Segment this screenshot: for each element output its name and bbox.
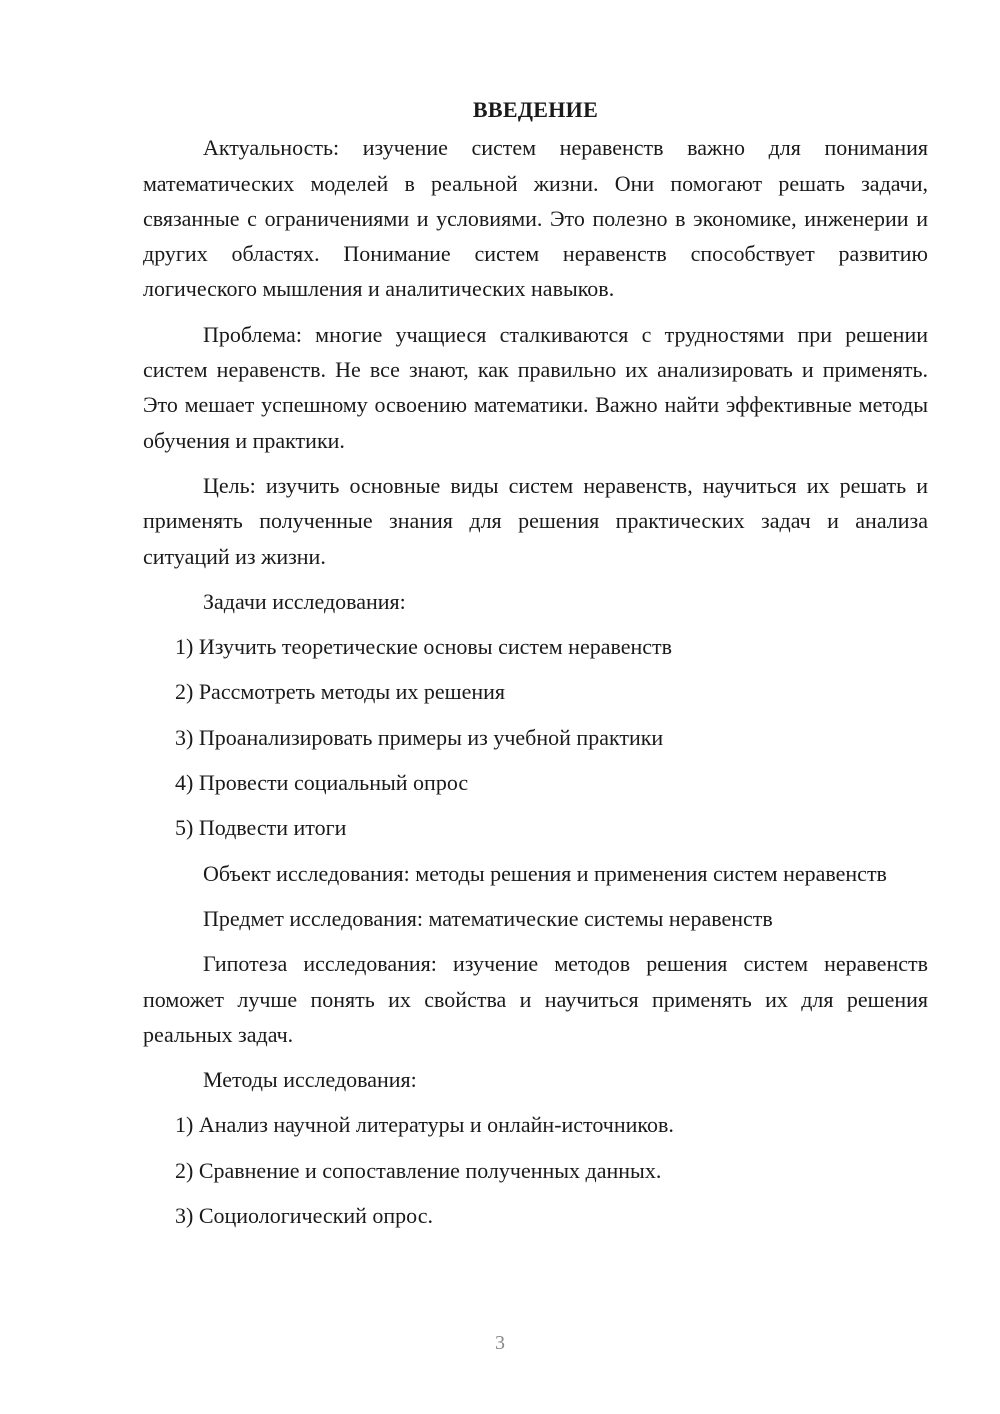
page-title: ВВЕДЕНИЕ <box>472 97 599 122</box>
task-item: 5) Подвести итоги <box>175 815 347 841</box>
tasks-heading: Задачи исследования: <box>203 588 406 614</box>
subject-paragraph: Предмет исследования: математические системы неравенств <box>203 905 773 931</box>
relevance-paragraph: Актуальность: изучение систем неравенств важно для понимания математических моделей в реальной жизни. Они помогают решать задачи, связанные с ограничениями и условиями. Это полезно в экономике, инженерии и других областях. Понимание систем неравенств способствует развитию логического мышления и аналитических навыков. <box>143 135 928 302</box>
hypothesis-paragraph: Гипотеза исследования: изучение методов решения систем неравенств поможет лучше понять их свойства и научиться применять их для решения реальных задач. <box>143 951 928 1047</box>
method-item: 1) Анализ научной литературы и онлайн-источников. <box>175 1112 674 1138</box>
problem-paragraph: Проблема: многие учащиеся сталкиваются с трудностями при решении систем неравенств. Не все знают, как правильно их анализировать и применять. Это мешает успешному освоению математики. Важно найти эффективные методы обучения и практики. <box>143 321 928 453</box>
task-item: 2) Рассмотреть методы их решения <box>175 679 506 705</box>
task-item: 3) Проанализировать примеры из учебной практики <box>175 724 664 750</box>
goal-paragraph: Цель: изучить основные виды систем неравенств, научиться их решать и применять полученные знания для решения практических задач и анализа ситуаций из жизни. <box>143 472 928 569</box>
method-item: 2) Сравнение и сопоставление полученных данных. <box>175 1157 662 1183</box>
task-item: 1) Изучить теоретические основы систем неравенств <box>175 634 673 660</box>
methods-heading: Методы исследования: <box>203 1067 417 1093</box>
document-page <box>143 92 928 1243</box>
method-item: 3) Социологический опрос. <box>175 1203 433 1229</box>
object-paragraph: Объект исследования: методы решения и применения систем неравенств <box>203 860 887 886</box>
page-number: 3 <box>495 1332 505 1354</box>
task-item: 4) Провести социальный опрос <box>175 770 469 796</box>
